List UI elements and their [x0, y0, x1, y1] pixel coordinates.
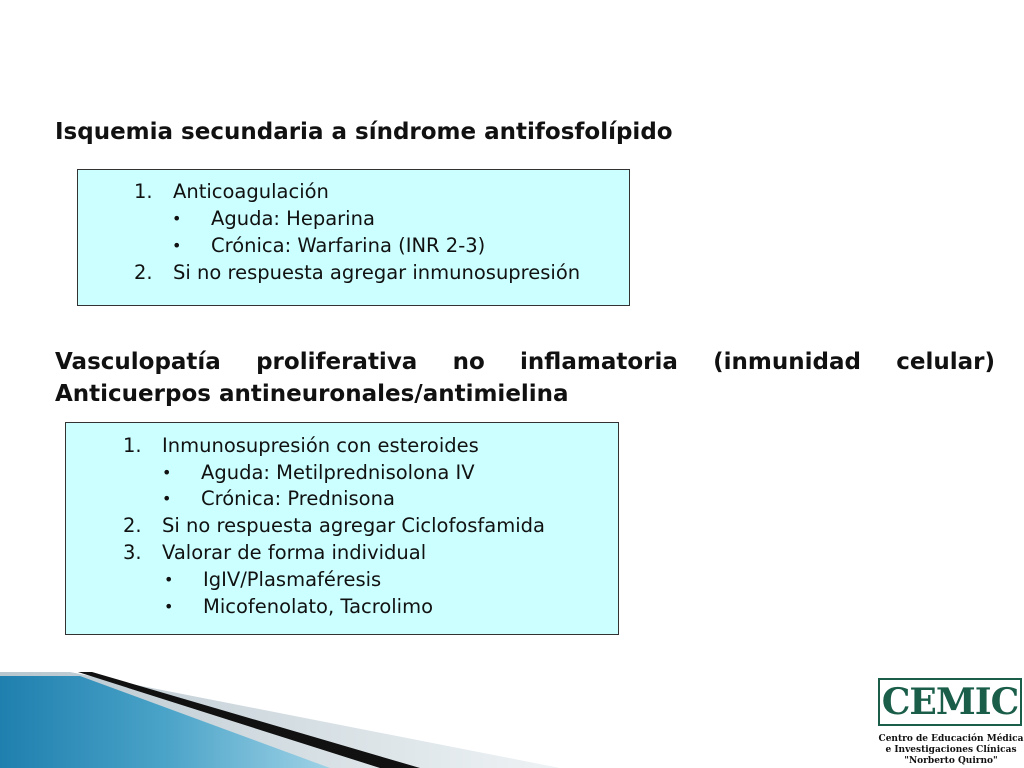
treatment-box-antiphospholipid [77, 169, 630, 306]
section1-heading: Isquemia secundaria a síndrome antifosfolípido [55, 119, 673, 145]
logo-subtitle-line3: "Norberto Quirno" [904, 756, 998, 766]
cemic-logo [878, 678, 1024, 767]
list-item-text: IgIV/Plasmaféresis [203, 568, 382, 591]
list-item-text: Micofenolato, Tacrolimo [203, 595, 434, 618]
logo-subtitle-line1: Centro de Educación Médica [878, 734, 1024, 744]
section2-heading-line2: Anticuerpos antineuronales/antimielina [55, 381, 569, 407]
bullet-icon: • [172, 236, 182, 255]
list-item-text: Si no respuesta agregar inmunosupresión [173, 261, 581, 284]
list-item-text: Crónica: Warfarina (INR 2-3) [211, 234, 486, 257]
list-number: 2. [134, 261, 153, 284]
bullet-icon: • [162, 463, 172, 482]
list-number: 1. [134, 180, 153, 203]
list-item-text: Inmunosupresión con esteroides [162, 434, 479, 457]
list-item-text: Valorar de forma individual [162, 541, 427, 564]
section2-heading-line1: Vasculopatía proliferativa no inflamatoria (inmunidad celular) [55, 349, 995, 375]
bullet-icon: • [162, 489, 172, 508]
treatment-box-vasculopathy [65, 422, 619, 635]
bullet-icon: • [172, 209, 182, 228]
list-item-text: Crónica: Prednisona [201, 487, 395, 510]
bullet-icon: • [164, 570, 174, 589]
list-item-text: Aguda: Metilprednisolona IV [201, 461, 475, 484]
list-number: 1. [123, 434, 142, 457]
bullet-icon: • [164, 597, 174, 616]
section2-heading [55, 346, 995, 410]
logo-frame [878, 678, 1022, 726]
logo-wordmark: CEMIC [881, 681, 1019, 723]
footer-stripe-decoration [0, 670, 1024, 768]
logo-subtitle-line2: e Investigaciones Clínicas [885, 745, 1017, 755]
list-number: 3. [123, 541, 142, 564]
list-item-text: Si no respuesta agregar Ciclofosfamida [162, 514, 545, 537]
list-number: 2. [123, 514, 142, 537]
list-item-text: Aguda: Heparina [211, 207, 375, 230]
list-item-text: Anticoagulación [173, 180, 329, 203]
